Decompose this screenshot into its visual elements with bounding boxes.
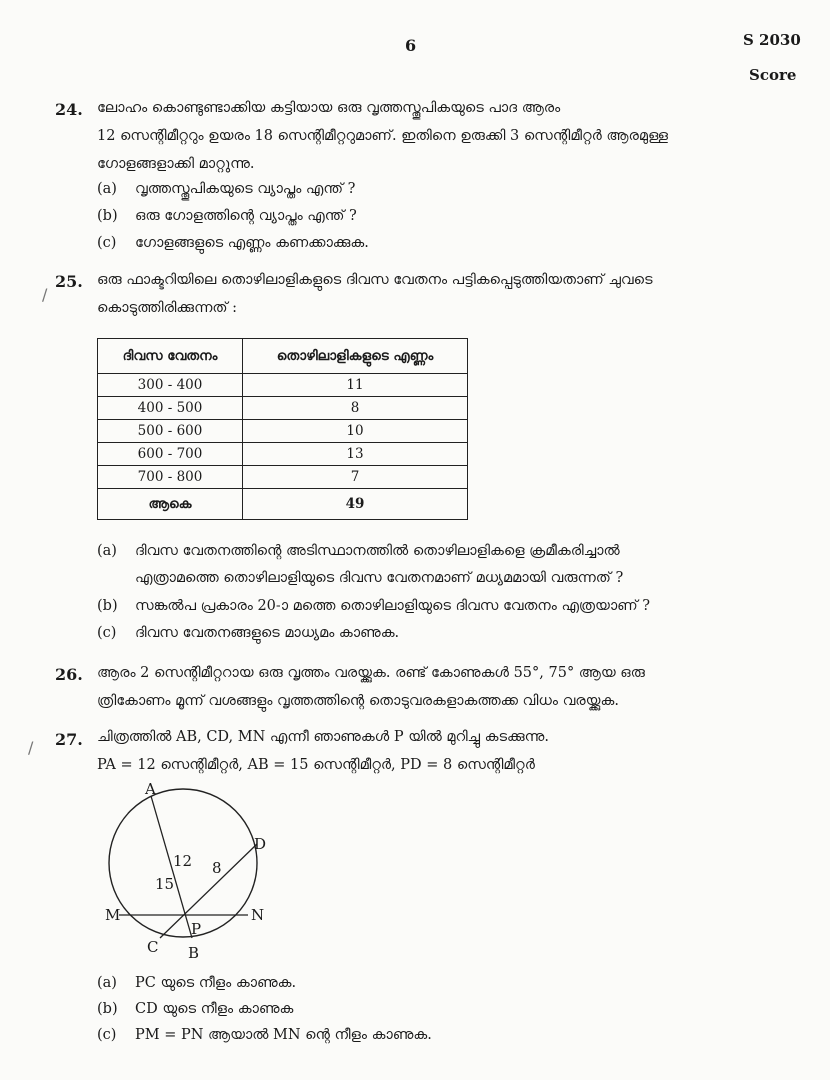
question-25-option-b: (b) സങ്കൽപ പ്രകാരം 20-ാ മത്തെ തൊഴിലാളിയുടെ ദിവസ വേതനം എത്രയാണ് ?: [97, 598, 651, 614]
length-label-pd: 8: [212, 859, 222, 877]
point-label-m: M: [105, 906, 121, 924]
wage-table: [97, 338, 468, 520]
table-cell: 13: [243, 443, 468, 466]
table-row: [98, 443, 468, 466]
question-24-option-c: (c) ഗോളങ്ങളുടെ എണ്ണം കണക്കാക്കുക.: [97, 235, 369, 251]
length-label-ab: 15: [155, 875, 175, 893]
point-label-n: N: [251, 906, 265, 924]
point-label-a: A: [145, 780, 156, 798]
question-25-option-a-continued: എത്രാമത്തെ തൊഴിലാളിയുടെ ദിവസ വേതനമാണ് മധ്യമമായി വരുന്നത് ?: [135, 570, 624, 586]
table-cell: 700 - 800: [98, 466, 243, 489]
point-label-p: P: [191, 920, 202, 938]
table-cell: 49: [243, 489, 468, 520]
score-label: Score: [749, 66, 797, 84]
table-cell: 11: [243, 374, 468, 397]
question-24-option-a: (a) വൃത്തസ്തൂപികയുടെ വ്യാപ്തം എന്ത് ?: [97, 181, 356, 197]
table-total-row: [98, 489, 468, 520]
table-header-cell: ദിവസ വേതനം: [98, 339, 243, 374]
question-24-text: ലോഹം കൊണ്ടുണ്ടാക്കിയ കട്ടിയായ ഒരു വൃത്തസ്തൂപികയുടെ പാദ ആരം 12 സെന്റിമീറ്ററും ഉയരം 18 സെന്റിമീറ്ററുമാണ്. ഇതിനെ ഉരുക്കി 3 സെന്റിമീറ്റർ ആരമുള്ള ഗോളങ്ങളാക്കി മാറ്റുന്നു.: [97, 100, 668, 172]
question-27-option-b: (b) CD യുടെ നീളം കാണുക: [97, 1001, 294, 1017]
table-cell: 8: [243, 397, 468, 420]
table-row: [98, 397, 468, 420]
question-24-option-b: (b) ഒരു ഗോളത്തിന്റെ വ്യാപ്തം എന്ത് ?: [97, 208, 357, 224]
table-header-row: [98, 339, 468, 374]
question-number-27: 27.: [55, 730, 83, 749]
table-row: [98, 466, 468, 489]
page-number: 6: [405, 36, 417, 55]
length-label-pa: 12: [173, 852, 193, 870]
question-number-26: 26.: [55, 665, 83, 684]
table-cell: ആകെ: [98, 489, 243, 520]
exam-code: S 2030: [743, 31, 801, 49]
table-header-cell: തൊഴിലാളികളുടെ എണ്ണം: [243, 339, 468, 374]
pen-mark: /: [42, 285, 48, 304]
question-25-option-c: (c) ദിവസ വേതനങ്ങളുടെ മാധ്യമം കാണുക.: [97, 625, 400, 641]
point-label-b: B: [188, 944, 200, 962]
table-row: [98, 420, 468, 443]
table-cell: 400 - 500: [98, 397, 243, 420]
table-cell: 600 - 700: [98, 443, 243, 466]
question-number-25: 25.: [55, 272, 83, 291]
point-label-d: D: [254, 835, 267, 853]
question-25-text: ഒരു ഫാക്ടറിയിലെ തൊഴിലാളികളുടെ ദിവസ വേതനം പട്ടികപ്പെടുത്തിയതാണ് ചുവടെ കൊടുത്തിരിക്കുന്നത് :: [97, 272, 653, 316]
table-cell: 500 - 600: [98, 420, 243, 443]
question-number-24: 24.: [55, 100, 83, 119]
question-26-text: ആരം 2 സെന്റിമീറ്ററായ ഒരു വൃത്തം വരയ്ക്കുക. രണ്ട് കോണുകൾ 55°, 75° ആയ ഒരു ത്രികോണം മൂന്ന് വശങ്ങളും വൃത്തത്തിന്റെ തൊടുവരകളാകത്തക്ക വിധം വരയ്ക്കുക.: [97, 665, 645, 709]
table-cell: 7: [243, 466, 468, 489]
point-label-c: C: [147, 938, 159, 956]
question-25-option-a: (a) ദിവസ വേതനത്തിന്റെ അടിസ്ഥാനത്തിൽ തൊഴിലാളികളെ ക്രമീകരിച്ചാൽ: [97, 543, 620, 559]
question-27-text: ചിത്രത്തിൽ AB, CD, MN എന്നീ ഞാണുകൾ P യിൽ മുറിച്ചു കടക്കുന്നു. PA = 12 സെന്റിമീറ്റർ, AB = 15 സെന്റിമീറ്റർ, PD = 8 സെന്റിമീറ്റർ: [97, 729, 549, 773]
chord-figure: [95, 776, 295, 966]
table-cell: 300 - 400: [98, 374, 243, 397]
table-cell: 10: [243, 420, 468, 443]
question-27-option-a: (a) PC യുടെ നീളം കാണുക.: [97, 975, 297, 991]
table-row: [98, 374, 468, 397]
question-27-option-c: (c) PM = PN ആയാൽ MN ന്റെ നീളം കാണുക.: [97, 1027, 432, 1043]
pen-mark: /: [28, 738, 34, 757]
